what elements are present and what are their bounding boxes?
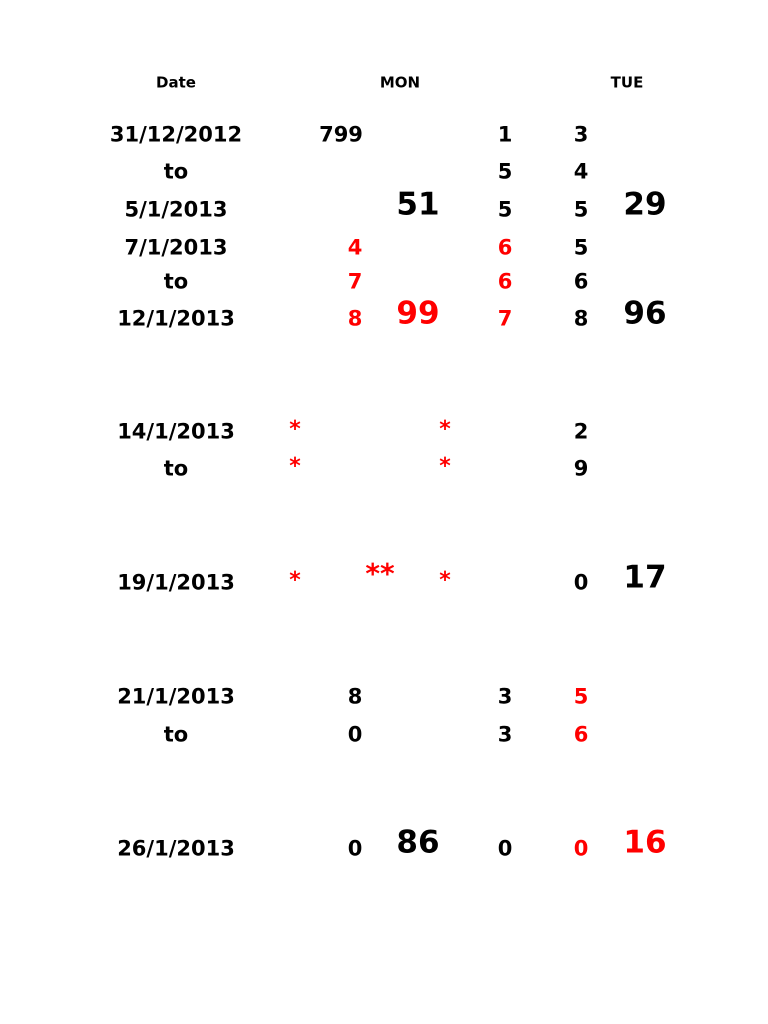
mon-total-4: 86	[396, 824, 440, 861]
row-to-4-date: to	[163, 722, 189, 747]
row-31-12-2012-date: 31/12/2012	[109, 122, 243, 147]
row-to-1-mon-b: 5	[497, 159, 513, 184]
row-to-1-tue-a: 4	[573, 159, 589, 184]
header-mon: MON	[379, 73, 421, 92]
row-14-1-2013-mon-b: *	[439, 417, 451, 442]
tue-total-2: 96	[623, 295, 667, 332]
row-7-1-2013-date: 7/1/2013	[124, 235, 228, 260]
row-19-1-2013-date: 19/1/2013	[117, 570, 235, 595]
row-to-1-date: to	[163, 159, 189, 184]
mon-double-star: **	[365, 557, 395, 590]
tue-total-4: 16	[623, 824, 667, 861]
row-12-1-2013-tue-a: 8	[573, 306, 589, 331]
row-26-1-2013-mon-b: 0	[497, 836, 513, 861]
row-26-1-2013-mon-a: 0	[347, 836, 363, 861]
header-tue: TUE	[610, 73, 644, 92]
header-date: Date	[156, 73, 196, 92]
row-31-12-2012-tue-a: 3	[573, 122, 589, 147]
row-14-1-2013-mon-a: *	[289, 417, 301, 442]
row-21-1-2013-mon-b: 3	[497, 684, 513, 709]
row-to-3-tue-a: 9	[573, 456, 589, 481]
row-31-12-2012-mon-b: 1	[497, 122, 513, 147]
mon-total-2: 99	[396, 295, 440, 332]
row-to-2-tue-a: 6	[573, 269, 589, 294]
row-12-1-2013-date: 12/1/2013	[117, 306, 235, 331]
row-26-1-2013-tue-a: 0	[573, 836, 589, 861]
row-to-3-date: to	[163, 456, 189, 481]
mon-total-1: 51	[396, 186, 440, 223]
row-21-1-2013-date: 21/1/2013	[117, 684, 235, 709]
row-19-1-2013-mon-b: *	[439, 568, 451, 593]
row-to-2-mon-a: 7	[347, 269, 363, 294]
row-to-4-mon-a: 0	[347, 722, 363, 747]
row-to-3-mon-a: *	[289, 454, 301, 479]
tue-total-3: 17	[623, 559, 667, 596]
row-19-1-2013-mon-a: *	[289, 568, 301, 593]
row-12-1-2013-mon-a: 8	[347, 306, 363, 331]
row-5-1-2013-mon-b: 5	[497, 197, 513, 222]
row-to-3-mon-b: *	[439, 454, 451, 479]
row-14-1-2013-date: 14/1/2013	[117, 419, 235, 444]
row-to-4-mon-b: 3	[497, 722, 513, 747]
row-5-1-2013-date: 5/1/2013	[124, 197, 228, 222]
row-7-1-2013-tue-a: 5	[573, 235, 589, 260]
row-12-1-2013-mon-b: 7	[497, 306, 513, 331]
row-26-1-2013-date: 26/1/2013	[117, 836, 235, 861]
row-7-1-2013-mon-a: 4	[347, 235, 363, 260]
row-5-1-2013-tue-a: 5	[573, 197, 589, 222]
row-to-2-date: to	[163, 269, 189, 294]
row-to-4-tue-a: 6	[573, 722, 589, 747]
row-7-1-2013-mon-b: 6	[497, 235, 513, 260]
row-14-1-2013-tue-a: 2	[573, 419, 589, 444]
row-31-12-2012-mon-a: 799	[319, 122, 363, 147]
row-19-1-2013-tue-a: 0	[573, 570, 589, 595]
tue-total-1: 29	[623, 186, 667, 223]
row-21-1-2013-mon-a: 8	[347, 684, 363, 709]
row-21-1-2013-tue-a: 5	[573, 684, 589, 709]
row-to-2-mon-b: 6	[497, 269, 513, 294]
